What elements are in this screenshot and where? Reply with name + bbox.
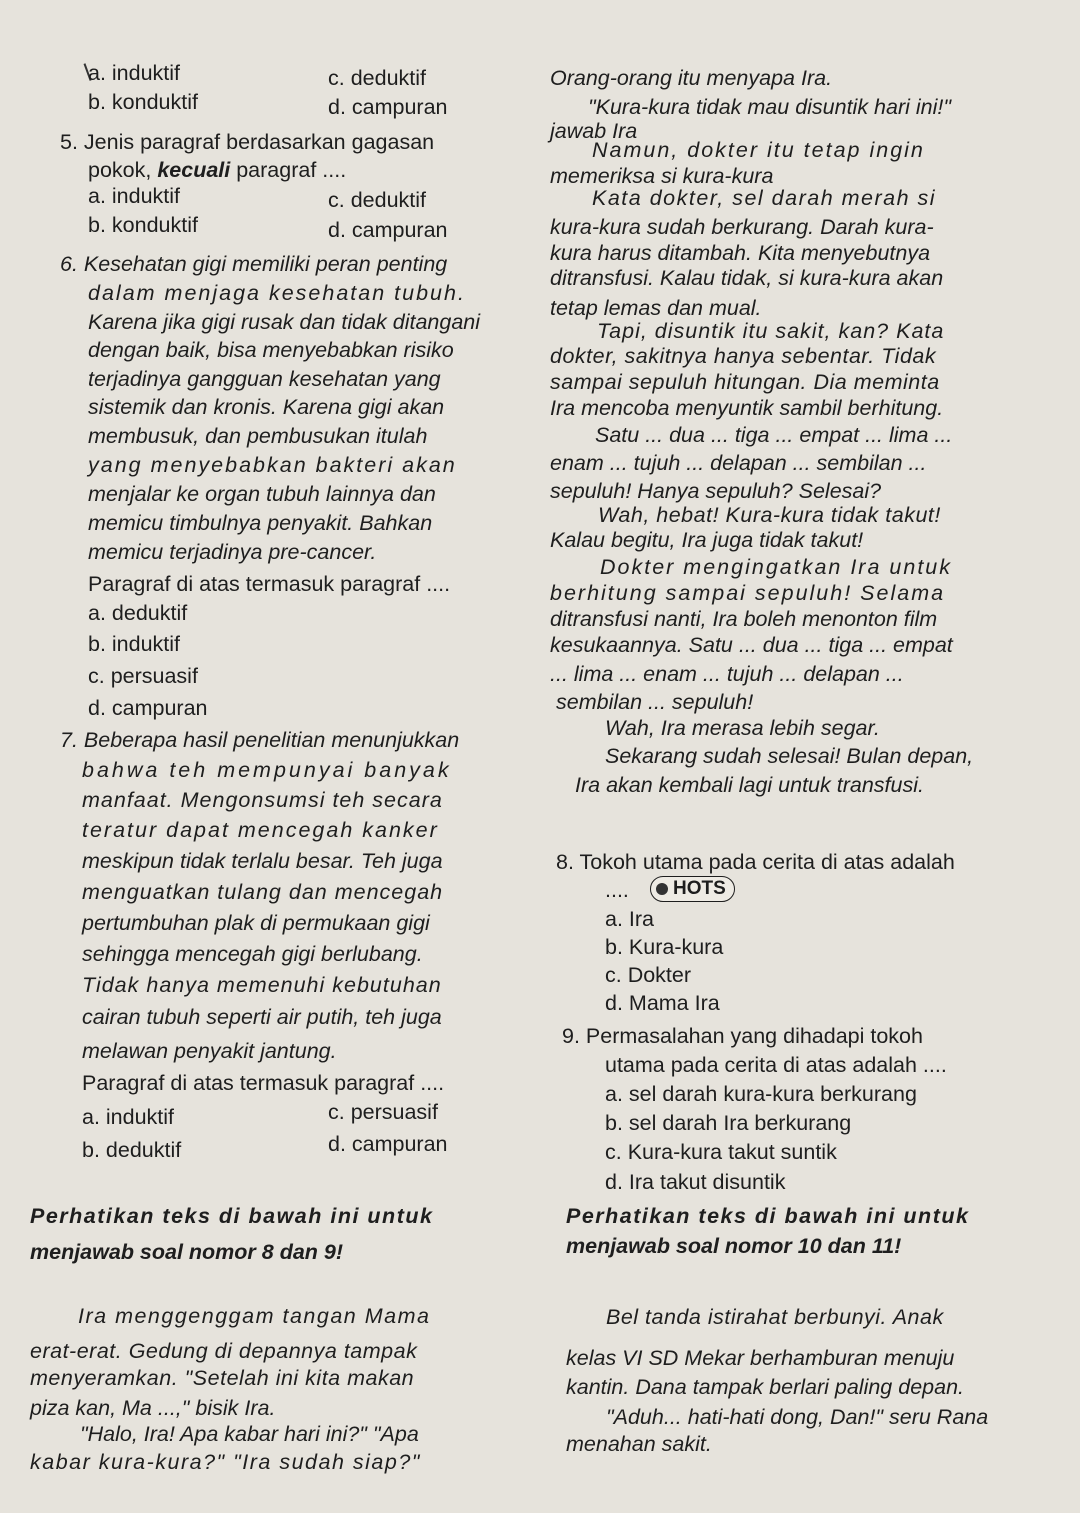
text-line: d. campuran	[88, 696, 208, 720]
text-line: b. konduktif	[88, 90, 198, 114]
text-line: 5. Jenis paragraf berdasarkan gagasan	[60, 130, 435, 154]
text-line: membusuk, dan pembusukan itulah	[88, 424, 428, 448]
text-line: memicu timbulnya penyakit. Bahkan	[88, 511, 433, 535]
text-line: bahwa teh mempunyai banyak	[82, 758, 452, 782]
text-line: menyeramkan. "Setelah ini kita makan	[30, 1366, 415, 1390]
text-line: Kalau begitu, Ira juga tidak takut!	[550, 528, 864, 552]
text-line: c. deduktif	[328, 66, 426, 90]
text-line: piza kan, Ma ...," bisik Ira.	[30, 1396, 276, 1420]
text-line: erat-erat. Gedung di depannya tampak	[30, 1339, 418, 1363]
text-line: meskipun tidak terlalu besar. Teh juga	[82, 849, 443, 873]
text-line: sampai sepuluh hitungan. Dia meminta	[550, 370, 940, 394]
text-line: Namun, dokter itu tetap ingin	[592, 138, 925, 162]
text-line: "Halo, Ira! Apa kabar hari ini?" "Apa	[80, 1422, 419, 1446]
text-line: b. sel darah Ira berkurang	[605, 1111, 852, 1135]
text-line: a. induktif	[82, 1105, 175, 1129]
text-line: Ira akan kembali lagi untuk transfusi.	[575, 773, 924, 797]
text-line: sistemik dan kronis. Karena gigi akan	[88, 395, 445, 419]
text-line: Sekarang sudah selesai! Bulan depan,	[605, 744, 974, 768]
text-line: menjawab soal nomor 10 dan 11!	[566, 1234, 902, 1258]
text-line: b. Kura-kura	[605, 935, 724, 959]
text-line: pertumbuhan plak di permukaan gigi	[82, 911, 430, 935]
text-line: kabar kura-kura?" "Ira sudah siap?"	[30, 1450, 421, 1474]
text-line: a. sel darah kura-kura berkurang	[605, 1082, 917, 1106]
text-line: manfaat. Mengonsumsi teh secara	[82, 788, 443, 812]
text-line: Perhatikan teks di bawah ini untuk	[30, 1204, 434, 1228]
text-line: d. campuran	[328, 95, 448, 119]
text-line: a. induktif	[88, 184, 181, 208]
text-line: tetap lemas dan mual.	[550, 296, 762, 320]
text-line: c. Kura-kura takut suntik	[605, 1140, 837, 1164]
text-line: kelas VI SD Mekar berhamburan menuju	[566, 1346, 955, 1370]
text-line: 8. Tokoh utama pada cerita di atas adalah	[556, 850, 955, 874]
text-line: Paragraf di atas termasuk paragraf ....	[82, 1071, 445, 1095]
text-line: Satu ... dua ... tiga ... empat ... lima ...	[595, 423, 953, 447]
text-line: memicu terjadinya pre-cancer.	[88, 540, 377, 564]
text-line: Ira menggenggam tangan Mama	[78, 1304, 431, 1328]
text-line: menjawab soal nomor 8 dan 9!	[30, 1240, 344, 1264]
text-line: menjalar ke organ tubuh lainnya dan	[88, 482, 436, 506]
text-line: a. deduktif	[88, 601, 188, 625]
text-line: Paragraf di atas termasuk paragraf ....	[88, 572, 451, 596]
text-line: yang menyebabkan bakteri akan	[88, 453, 457, 477]
text-line: menguatkan tulang dan mencegah	[82, 880, 444, 904]
text-line: kesukaannya. Satu ... dua ... tiga ... empat	[550, 633, 953, 657]
text-line: Kata dokter, sel darah merah si	[592, 186, 937, 210]
text-line: kura-kura sudah berkurang. Darah kura-	[550, 215, 934, 239]
text-line: ditransfusi. Kalau tidak, si kura-kura akan	[550, 266, 944, 290]
text-line: dengan baik, bisa menyebabkan risiko	[88, 338, 454, 362]
text-line: sembilan ... sepuluh!	[556, 690, 754, 714]
text-line: c. persuasif	[328, 1100, 438, 1124]
text-line: Karena jika gigi rusak dan tidak ditangani	[88, 310, 481, 334]
text-line: dokter, sakitnya hanya sebentar. Tidak	[550, 344, 937, 368]
text-line: b. induktif	[88, 632, 181, 656]
text-line: 9. Permasalahan yang dihadapi tokoh	[562, 1024, 923, 1048]
text-line: jawab Ira	[550, 119, 638, 143]
text-line: Dokter mengingatkan Ira untuk	[600, 555, 952, 579]
text-line: ... lima ... enam ... tujuh ... delapan ...	[550, 662, 904, 686]
text-line: dalam menjaga kesehatan tubuh.	[88, 281, 466, 305]
text-line: kura harus ditambah. Kita menyebutnya	[550, 241, 931, 265]
text-line: cairan tubuh seperti air putih, teh juga	[82, 1005, 442, 1029]
text-line: menahan sakit.	[566, 1432, 712, 1456]
text-line: b. deduktif	[82, 1138, 182, 1162]
text-line: kantin. Dana tampak berlari paling depan.	[566, 1375, 965, 1399]
text-line: teratur dapat mencegah kanker	[82, 818, 439, 842]
text-line: berhitung sampai sepuluh! Selama	[550, 581, 946, 605]
text-line: c. persuasif	[88, 664, 198, 688]
text-line: ....	[605, 878, 629, 902]
text-line: pokok, kecuali paragraf ....	[88, 158, 347, 182]
text-line: Perhatikan teks di bawah ini untuk	[566, 1204, 970, 1228]
text-line: sepuluh! Hanya sepuluh? Selesai?	[550, 479, 882, 503]
text-line: Bel tanda istirahat berbunyi. Anak	[606, 1305, 944, 1329]
text-line: Tidak hanya memenuhi kebutuhan	[82, 973, 442, 997]
text-line: Wah, hebat! Kura-kura tidak takut!	[598, 503, 941, 527]
text-line: Tapi, disuntik itu sakit, kan? Kata	[597, 319, 945, 343]
text-line: a. Ira	[605, 907, 654, 931]
text-line: 7. Beberapa hasil penelitian menunjukkan	[60, 728, 460, 752]
text-line: d. Ira takut disuntik	[605, 1170, 786, 1194]
text-line: b. konduktif	[88, 213, 198, 237]
text-line: utama pada cerita di atas adalah ....	[605, 1053, 947, 1077]
text-line: Orang-orang itu menyapa Ira.	[550, 66, 833, 90]
text-line: Ira mencoba menyuntik sambil berhitung.	[550, 396, 944, 420]
hots-badge: HOTS	[650, 876, 735, 902]
text-line: 6. Kesehatan gigi memiliki peran penting	[60, 252, 448, 276]
text-line: ditransfusi nanti, Ira boleh menonton film	[550, 607, 938, 631]
text-line: "Kura-kura tidak mau disuntik hari ini!"	[588, 95, 952, 119]
text-line: d. Mama Ira	[605, 991, 720, 1015]
text-line: sehingga mencegah gigi berlubang.	[82, 942, 423, 966]
text-line: d. campuran	[328, 1132, 448, 1156]
text-line: a. induktif	[88, 61, 181, 85]
text-line: enam ... tujuh ... delapan ... sembilan ...	[550, 451, 927, 475]
text-line: terjadinya gangguan kesehatan yang	[88, 367, 441, 391]
text-line: d. campuran	[328, 218, 448, 242]
text-line: c. Dokter	[605, 963, 692, 987]
text-line: Wah, Ira merasa lebih segar.	[605, 716, 880, 740]
text-line: "Aduh... hati-hati dong, Dan!" seru Rana	[606, 1405, 989, 1429]
text-line: memeriksa si kura-kura	[550, 164, 774, 188]
text-line: c. deduktif	[328, 188, 426, 212]
text-line: melawan penyakit jantung.	[82, 1039, 337, 1063]
